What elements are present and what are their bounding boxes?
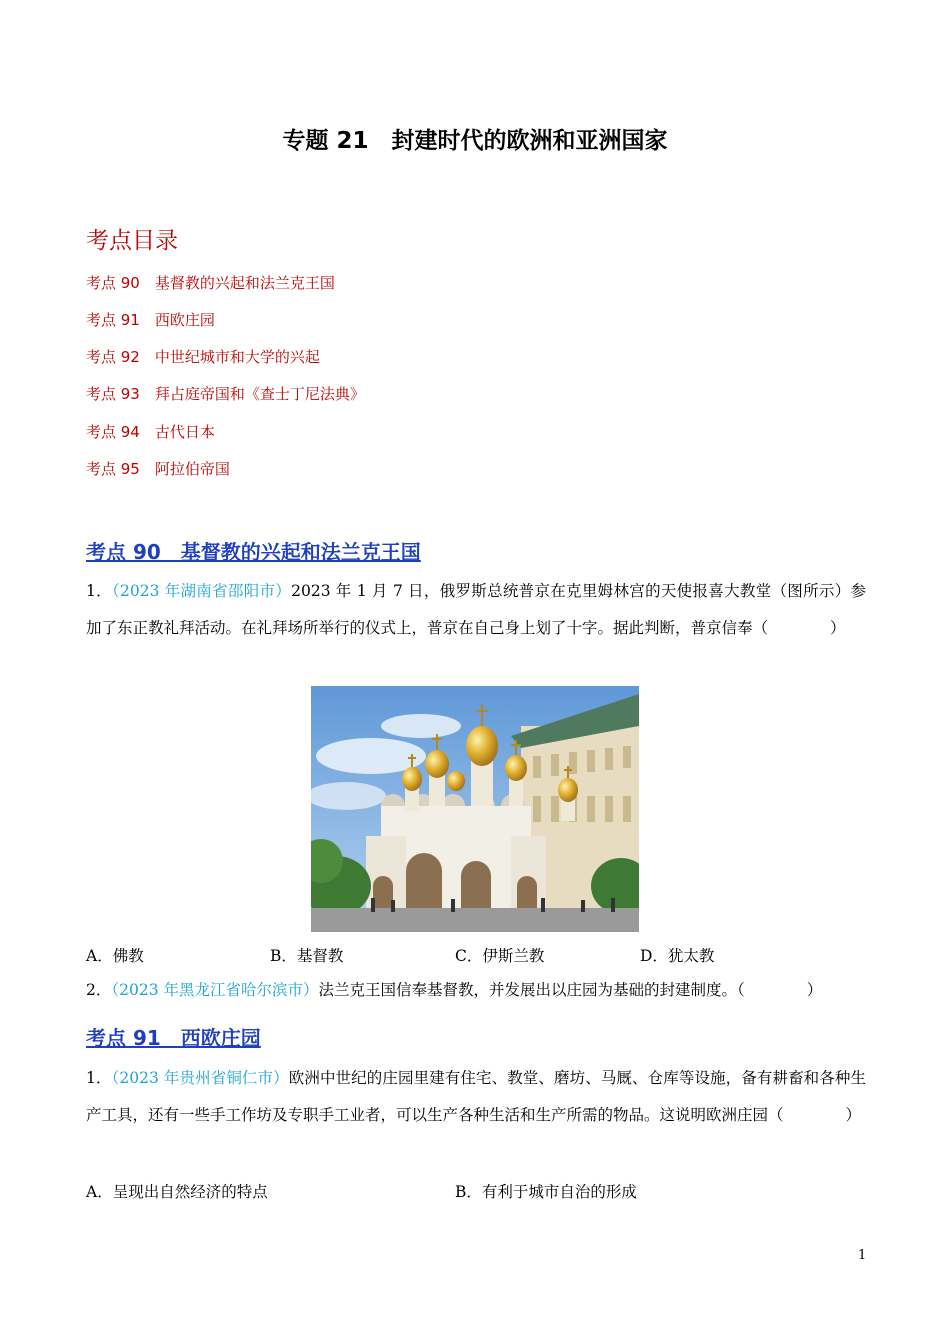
toc-item[interactable]: 考点 92 中世纪城市和大学的兴起 <box>86 348 320 366</box>
section-heading-90[interactable]: 考点 90 基督教的兴起和法兰克王国 <box>86 540 421 564</box>
question-text: 欧洲中世纪的庄园里建有住宅、教堂、磨坊、马厩、仓库等设施，备有耕畜和各种生产工具，还有一些手工作坊及专职手工业者，可以生产各种生活和生产所需的物品。这说明欧洲庄园（ ） <box>86 1069 866 1124</box>
option-d[interactable]: D．犹太教 <box>640 947 715 965</box>
question-number: 1． <box>86 582 112 600</box>
question-90-1 <box>86 573 866 647</box>
toc-item[interactable]: 考点 90 基督教的兴起和法兰克王国 <box>86 274 335 292</box>
toc-heading: 考点目录 <box>86 228 178 254</box>
option-c[interactable]: C．伊斯兰教 <box>455 947 545 965</box>
question-number: 2． <box>86 981 112 999</box>
question-text: 2023 年 1 月 7 日，俄罗斯总统普京在克里姆林宫的天使报喜大教堂（图所示）参加了东正教礼拜活动。在礼拜场所举行的仪式上，普京在自己身上划了十字。据此判断，普京信奉（ ） <box>86 582 866 637</box>
question-text: 法兰克王国信奉基督教，并发展出以庄园为基础的封建制度。（ ） <box>318 981 823 999</box>
toc-item[interactable]: 考点 93 拜占庭帝国和《查士丁尼法典》 <box>86 385 365 403</box>
option-a[interactable]: A．呈现出自然经济的特点 <box>86 1183 268 1201</box>
option-a[interactable]: A．佛教 <box>86 947 144 965</box>
question-source: （2023 年湖南省邵阳市） <box>111 582 292 600</box>
toc-item[interactable]: 考点 95 阿拉伯帝国 <box>86 460 230 478</box>
option-b[interactable]: B．基督教 <box>270 947 344 965</box>
toc-item[interactable]: 考点 91 西欧庄园 <box>86 311 215 329</box>
cathedral-photo <box>311 686 639 932</box>
page-number: 1 <box>858 1248 867 1263</box>
option-b[interactable]: B．有利于城市自治的形成 <box>455 1183 637 1201</box>
question-source: （2023 年黑龙江省哈尔滨市） <box>111 981 319 999</box>
toc-item[interactable]: 考点 94 古代日本 <box>86 423 215 441</box>
question-91-1 <box>86 1060 866 1134</box>
question-source: （2023 年贵州省铜仁市） <box>111 1069 289 1087</box>
page-title: 专题 21 封建时代的欧洲和亚洲国家 <box>282 128 668 154</box>
question-90-2 <box>86 972 886 1009</box>
question-number: 1． <box>86 1069 112 1087</box>
section-heading-91[interactable]: 考点 91 西欧庄园 <box>86 1026 261 1050</box>
